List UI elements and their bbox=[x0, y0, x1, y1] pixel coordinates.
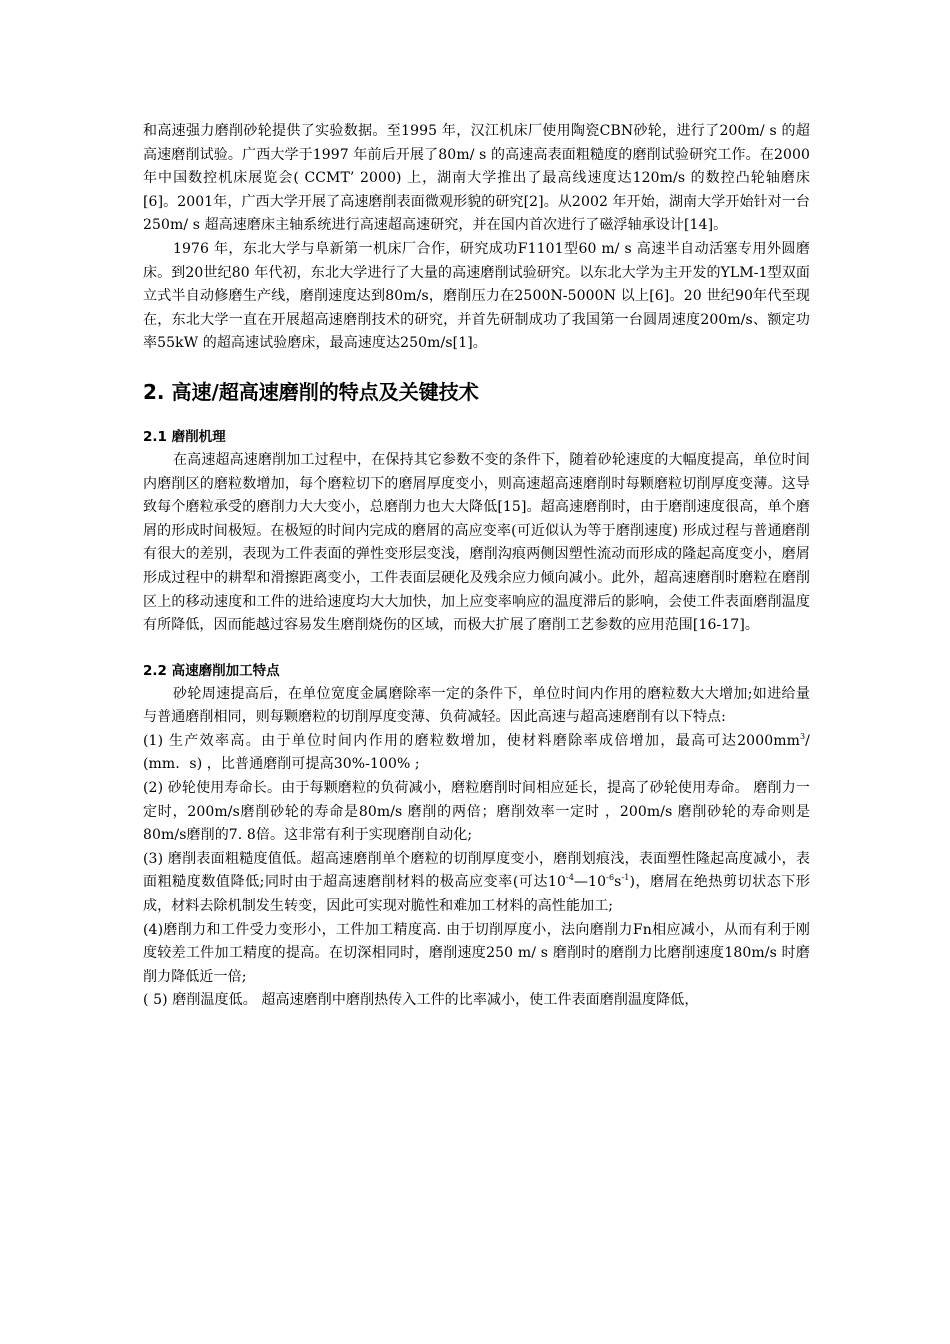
list-item-grinding-force: (4)磨削力和工件受力变形小，工件加工精度高. 由于切削厚度小，法向磨削力Fn相应减小，从而有利于刚度较差工件加工精度的提高。在切深相同时，磨削速度250 m/ s 磨削时的磨削力比磨削速度180m/s 时磨削力降低近一倍; bbox=[143, 921, 810, 985]
subsection-heading-high-speed-features: 2.2 高速磨削加工特点 bbox=[143, 662, 280, 679]
paragraph-intro-continued: 和高速强力磨削砂轮提供了实验数据。至1995 年，汉江机床厂使用陶瓷CBN砂轮，进行了200m/ s 的超高速磨削试验。广西大学于1997 年前后开展了80m/ s 的高速高表面粗糙度的磨削试验研究工作。在2000年中国数控机床展览会( CCMT’ 2000) 上，湖南大学推出了最高线速度达120m/s 的数控凸轮轴磨床[6]。2001年，广西大学开展了高速磨削表面微观形貌的研究[2]。从2002 年开始，湖南大学开始针对一台250m/ s 超高速磨床主轴系统进行高速超高速研究，并在国内首次进行了磁浮轴承设计[14]。 bbox=[143, 123, 810, 234]
section-heading: 2. 高速/超高速磨削的特点及关键技术 bbox=[143, 379, 479, 404]
list-item-wheel-life: (2) 砂轮使用寿命长。由于每颗磨粒的负荷减小，磨粒磨削时间相应延长，提高了砂轮使用寿命。 磨削力一定时，200m/s磨削砂轮的寿命是80m/s 磨削的两倍；磨削效率一定时 ，200m/s 磨削砂轮的寿命则是80m/s磨削的7. 8倍。这非常有利于实现磨削自动化; bbox=[143, 780, 810, 844]
document-body bbox=[143, 120, 810, 1013]
list-item-production-efficiency: (1) 生产效率高。由于单位时间内作用的磨粒数增加，使材料磨除率成倍增加，最高可达$2000mm^3/$ (mm．s) ，比普通磨削可提高30%-100% ; bbox=[143, 731, 810, 773]
paragraph-northeastern-university: 1976 年，东北大学与阜新第一机床厂合作，研究成功F1101型60 m/ s 高速半自动活塞专用外圆磨床。到20世纪80 年代初，东北大学进行了大量的高速磨削试验研究。以东北大学为主开发的YLM-1型双面立式半自动修磨生产线，磨削速度达到80m/s，磨削压力在2500N-5000N 以上[6]。20 世纪90年代至现在，东北大学一直在开展超高速磨削技术的研究，并首先研制成功了我国第一台圆周速度200m/s、额定功率55kW 的超高速试验磨床，最高速度达250m/s[1]。 bbox=[143, 240, 810, 352]
paragraph-grinding-mechanism: 在高速超高速磨削加工过程中，在保持其它参数不变的条件下，随着砂轮速度的大幅度提高，单位时间内磨削区的磨粒数增加，每个磨粒切下的磨屑厚度变小，则高速超高速磨削时每颗磨粒切削厚度变薄。这导致每个磨粒承受的磨削力大大变小，总磨削力也大大降低[15]。超高速磨削时，由于磨削速度很高，单个磨屑的形成时间极短。在极短的时间内完成的磨屑的高应变率(可近似认为等于磨削速度) 形成过程与普通磨削有很大的差别，表现为工件表面的弹性变形层变浅，磨削沟痕两侧因塑性流动而形成的隆起高度变小，磨屑形成过程中的耕犁和滑擦距离变小，工件表面层硬化及残余应力倾向减小。此外，超高速磨削时磨粒在磨削区上的移动速度和工件的进给速度均大大加快，加上应变率响应的温度滞后的影响，会使工件表面磨削温度有所降低，因而能越过容易发生磨削烧伤的区域，而极大扩展了磨削工艺参数的应用范围[16-17]。 bbox=[143, 451, 810, 634]
list-item-surface-roughness: (3) 磨削表面粗糙度值低。超高速磨削单个磨粒的切削厚度变小，磨削划痕浅，表面塑性隆起高度减小，表面粗糙度数值降低;同时由于超高速磨削材料的极高应变率(可达$10^{-4}—10^{-6}s^{-1}$)，磨屑在绝热剪切状态下形成，材料去除机制发生转变，因此可实现对脆性和难加工材料的高性能加工; bbox=[143, 850, 811, 915]
paragraph-high-speed-features: 砂轮周速提高后，在单位宽度金属磨除率一定的条件下，单位时间内作用的磨粒数大大增加;如进给量与普通磨削相同，则每颗磨粒的切削厚度变薄、负荷减轻。因此高速与超高速磨削有以下特点: bbox=[143, 685, 810, 726]
list-item-grinding-temperature: ( 5) 磨削温度低。 超高速磨削中磨削热传入工件的比率减小，使工件表面磨削温度降低， bbox=[143, 992, 699, 1009]
subsection-heading-grinding-mechanism: 2.1 磨削机理 bbox=[143, 428, 226, 445]
